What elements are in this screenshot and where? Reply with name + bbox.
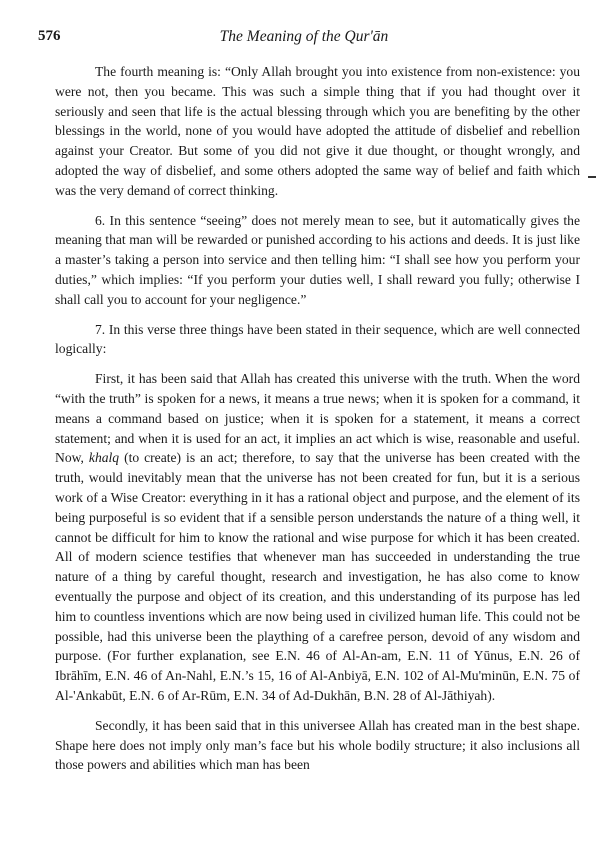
running-title: The Meaning of the Qur'ān <box>219 28 389 45</box>
margin-mark <box>588 176 596 178</box>
body-text <box>55 62 580 785</box>
khalq-term: khalq <box>88 450 120 466</box>
paragraph-first-text-b: (to create) is an act; therefore, to say that the universe has been created with the truth, would inevitably mean that the universe has not been created for fun, but it is a serious work of a Wise Creator: everything in it has a rational object and purpose, and the element of its being purposeful is so evident that if a sensible person understands the nature of a thing well, it cannot be difficult for him to know the rational and wise purpose for which it has been created. All of modern science testifies that whenever man has succeeded in understanding the true nature of a thing by careful thought, research and investigation, he has also come to know eventually the purpose and object of its creation, and this understanding of its purpose has led him to countless inventions which are now being used in civilized human life. This could not be possible, had this universe been the plaything of a carefree person, devoid of any wisdom and purpose. (For further explanation, see E.N. 46 of Al-An-am, E.N. 11 of Yūnus, E.N. 26 of Ibrāhīm, E.N. 46 of An-Nahl, E.N.’s 15, 16 of Al-Anbiyā, E.N. 102 of Al-Mu'minūn, E.N. 75 of Al-'Ankabūt, E.N. 6 of Ar-Rūm, E.N. 34 of Ad-Dukhān, B.N. 28 of Al-Jāthiyah). <box>55 450 580 703</box>
paragraph-note-7: 7. In this verse three things have been stated in their sequence, which are well connected logically: <box>55 321 580 357</box>
page-header <box>38 28 570 48</box>
paragraph-first <box>55 369 580 706</box>
paragraph-secondly: Secondly, it has been said that in this universee Allah has created man in the best shape. Shape here does not imply only man’s face but his whole bodily structure; it also inclusions all those powers and abilities which man has been <box>55 717 580 773</box>
paragraph-fourth-meaning: The fourth meaning is: “Only Allah brought you into existence from non-existence: you were not, then you became. This was such a simple thing that if you had thought over it seriously and seen that life is the actual blessing through which you are benefiting by the other blessings in the world, none of you would have adopted the attitude of disbelief and rebellion against your Creator. But some of you did not give it due thought, or thought wrongly, and adopted the way of disbelief, and some others adopted the same way of belief and faith which was the very demand of correct thinking. <box>55 64 580 198</box>
page-number: 576 <box>38 28 61 44</box>
paragraph-note-6: 6. In this sentence “seeing” does not merely mean to see, but it automatically gives the meaning that man will be rewarded or punished according to his actions and deeds. It is just like a master’s taking a person into service and then telling him: “I shall see how you perform your duties,” which implies: “If you perform your duties well, I shall reward you fully; otherwise I shall call you to account for your negligence.” <box>55 212 580 307</box>
paragraph-first-text-a: First, it has been said that Allah has created this universe with the truth. When the word “with the truth” is spoken for a news, it means a true news; when it is spoken for a command, it means a command based on justice; when it is spoken for a statement, it means a correct statement; and when it is used for an act, it implies an act which is wise, reasonable and useful. Now, <box>55 371 580 466</box>
